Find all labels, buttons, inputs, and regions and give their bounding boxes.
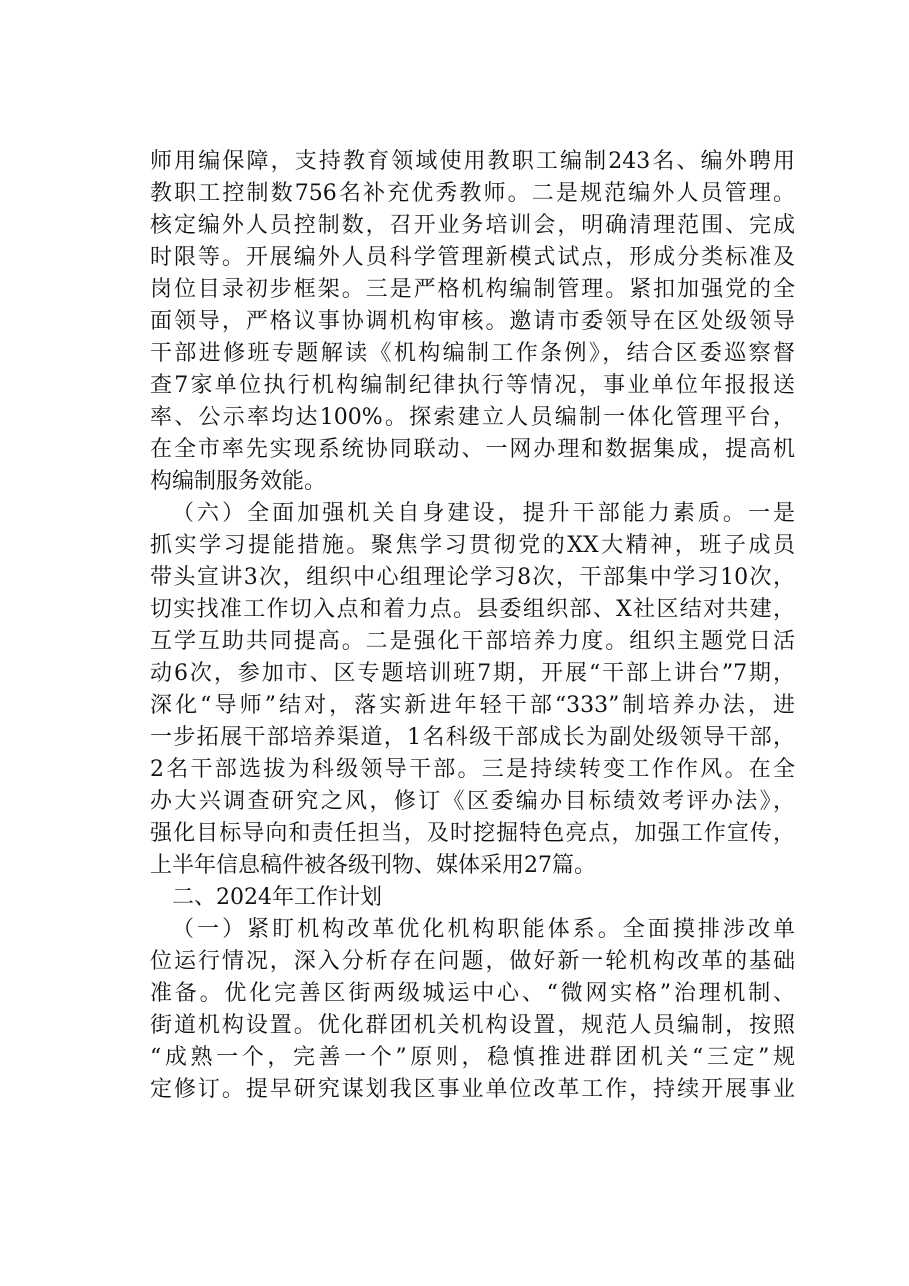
text-line: 深化“导师”结对，落实新进年轻干部“333”制培养办法，进 [150, 693, 795, 718]
text-line: 构编制服务效能。 [150, 469, 327, 494]
text-line: 互学互助共同提高。二是强化干部培养力度。组织主题党日活 [150, 629, 795, 654]
text-line: 上半年信息稿件被各级刊物、媒体采用27篇。 [150, 853, 596, 878]
text-line: 核定编外人员控制数，召开业务培训会，明确清理范围、完成 [150, 213, 795, 238]
text-line: 带头宣讲3次，组织中心组理论学习8次，干部集中学习10次， [150, 565, 795, 590]
text-line: 面领导，严格议事协调机构审核。邀请市委领导在区处级领导 [150, 309, 795, 334]
text-line: 一步拓展干部培养渠道，1名科级干部成长为副处级领导干部， [150, 725, 795, 750]
text-line: 街道机构设置。优化群团机关机构设置，规范人员编制，按照 [150, 1013, 795, 1038]
text-line: 位运行情况，深入分析存在问题，做好新一轮机构改革的基础 [150, 949, 795, 974]
text-line: 办大兴调查研究之风，修订《区委编办目标绩效考评办法》， [150, 789, 795, 814]
text-line: 岗位目录初步框架。三是严格机构编制管理。紧扣加强党的全 [150, 277, 795, 302]
text-line: 准备。优化完善区街两级城运中心、“微网实格”治理机制、 [150, 981, 795, 1006]
document-body [150, 146, 795, 1106]
text-line: 查7家单位执行机构编制纪律执行等情况，事业单位年报报送 [150, 373, 795, 398]
text-line: 教职工控制数756名补充优秀教师。二是规范编外人员管理。 [150, 181, 795, 206]
text-line: 师用编保障，支持教育领域使用教职工编制243名、编外聘用 [150, 149, 795, 174]
section-heading: 二、2024年工作计划 [172, 885, 382, 910]
text-line: 干部进修班专题解读《机构编制工作条例》，结合区委巡察督 [150, 341, 795, 366]
text-line: “成熟一个，完善一个”原则，稳慎推进群团机关“三定”规 [150, 1045, 795, 1070]
text-line: 在全市率先实现系统协同联动、一网办理和数据集成，提高机 [150, 437, 795, 462]
text-line: 定修订。提早研究谋划我区事业单位改革工作，持续开展事业 [150, 1077, 795, 1102]
text-line: 时限等。开展编外人员科学管理新模式试点，形成分类标准及 [150, 245, 795, 270]
text-line: 率、公示率均达100%。探索建立人员编制一体化管理平台， [150, 405, 795, 430]
text-line: （六）全面加强机关自身建设，提升干部能力素质。一是 [172, 501, 795, 526]
text-line: 切实找准工作切入点和着力点。县委组织部、X社区结对共建， [150, 597, 795, 622]
text-line: 强化目标导向和责任担当，及时挖掘特色亮点，加强工作宣传， [150, 821, 795, 846]
text-line: （一）紧盯机构改革优化机构职能体系。全面摸排涉改单 [172, 917, 795, 942]
text-line: 动6次，参加市、区专题培训班7期，开展“干部上讲台”7期， [150, 661, 795, 686]
text-line: 抓实学习提能措施。聚焦学习贯彻党的XX大精神，班子成员 [150, 533, 795, 558]
text-line: 2名干部选拔为科级领导干部。三是持续转变工作作风。在全 [150, 757, 795, 782]
